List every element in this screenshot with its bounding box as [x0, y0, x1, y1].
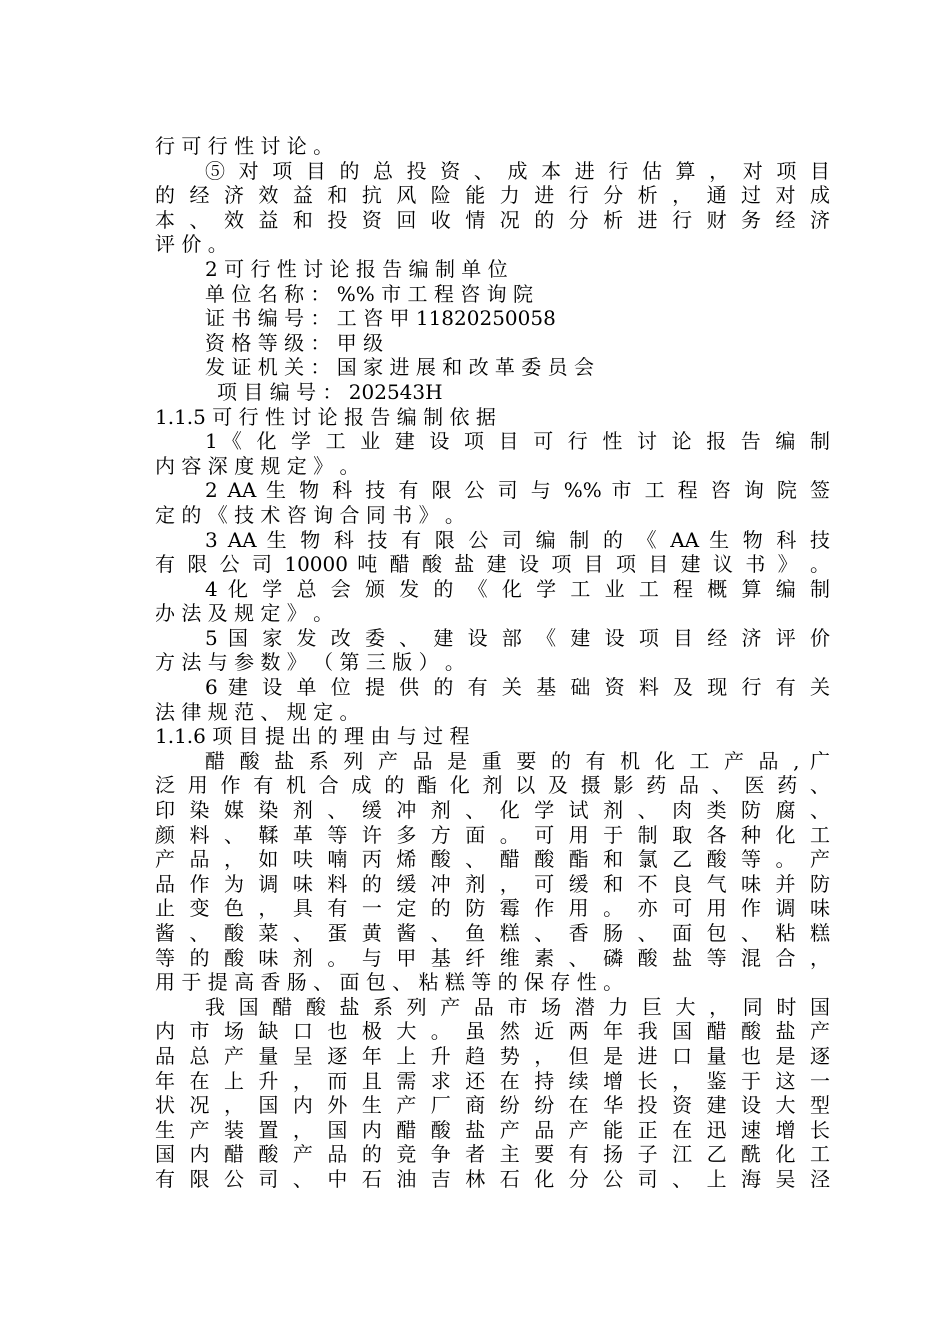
text-line: 内 容 深 度 规 定 》 。: [155, 453, 360, 478]
text-line: 品 总 产 量 呈 逐 年 上 升 趋 势 ， 但 是 进 口 量 也 是 逐: [155, 1043, 830, 1068]
text-line: 资 格 等 级 ： 甲 级: [205, 330, 384, 355]
text-line: 国 内 醋 酸 产 品 的 竞 争 者 主 要 有 扬 子 江 乙 酰 化 工: [155, 1142, 830, 1167]
text-line: 行 可 行 性 讨 论 。: [155, 134, 334, 158]
text-line: 年 在 上 升 ， 而 且 需 求 还 在 持 续 增 长 ， 鉴 于 这 一: [155, 1068, 830, 1093]
text-line: 印 染 媒 染 剂 、 缓 冲 剂 、 化 学 试 剂 、 肉 类 防 腐 、: [155, 798, 830, 823]
text-line: 状 况 ， 国 内 外 生 产 厂 商 纷 纷 在 华 投 资 建 设 大 型: [155, 1093, 830, 1118]
text-line: 1《 化 学 工 业 建 设 项 目 可 行 性 讨 论 报 告 编 制: [205, 429, 830, 454]
text-line: 酱 、 酸 菜 、 蛋 黄 酱 、 鱼 糕 、 香 肠 、 面 包 、 粘 糕: [155, 921, 830, 945]
text-line: 产 品 ， 如 呋 喃 丙 烯 酸 、 醋 酸 酯 和 氯 乙 酸 等 。 产: [155, 847, 830, 872]
text-line: 本 、 效 益 和 投 资 回 收 情 况 的 分 析 进 行 财 务 经 济: [155, 207, 830, 232]
text-line: 2 AA 生 物 科 技 有 限 公 司 与 %% 市 工 程 咨 询 院 签: [205, 478, 830, 503]
text-line: 泛 用 作 有 机 合 成 的 酯 化 剂 以 及 摄 影 药 品 、 医 药 、: [155, 773, 830, 798]
document-page: [155, 134, 830, 1192]
text-line: 颜 料 、 鞣 革 等 许 多 方 面 。 可 用 于 制 取 各 种 化 工: [155, 822, 830, 847]
text-line: 6 建 设 单 位 提 供 的 有 关 基 础 资 料 及 现 行 有 关: [205, 675, 830, 700]
text-line: 内 市 场 缺 口 也 极 大 。 虽 然 近 两 年 我 国 醋 酸 盐 产: [155, 1019, 830, 1044]
text-line: 评 价 。: [155, 232, 228, 257]
text-line: 1.1.5 可 行 性 讨 论 报 告 编 制 依 据: [155, 404, 496, 429]
text-line: 单 位 名 称 ： %% 市 工 程 咨 询 院: [205, 281, 533, 306]
text-line: 3 AA 生 物 科 技 有 限 公 司 编 制 的 《 AA 生 物 科 技: [205, 527, 830, 552]
text-line: 方 法 与 参 数 》 （ 第 三 版 ） 。: [155, 650, 465, 675]
text-line: 发 证 机 关 ： 国 家 进 展 和 改 革 委 员 会: [205, 355, 595, 380]
text-line: 品 作 为 调 味 料 的 缓 冲 剂 ， 可 缓 和 不 良 气 味 并 防: [155, 871, 830, 896]
text-line: 1.1.6 项 目 提 出 的 理 由 与 过 程: [155, 724, 470, 749]
text-line: 2 可 行 性 讨 论 报 告 编 制 单 位: [205, 256, 508, 281]
text-line: 5 国 家 发 改 委 、 建 设 部 《 建 设 项 目 经 济 评 价: [205, 625, 830, 650]
text-line: 法 律 规 范 、 规 定 。: [155, 699, 360, 724]
text-line: 生 产 装 置 ， 国 内 醋 酸 盐 产 品 产 能 正 在 迅 速 增 长: [155, 1117, 830, 1142]
text-line: 项 目 编 号 ： 202543H: [217, 379, 443, 404]
text-line: 的 经 济 效 益 和 抗 风 险 能 力 进 行 分 析 ， 通 过 对 成: [155, 183, 830, 208]
text-line: 醋 酸 盐 系 列 产 品 是 重 要 的 有 机 化 工 产 品 , 广: [205, 748, 830, 773]
text-line: 用 于 提 高 香 肠 、 面 包 、 粘 糕 等 的 保 存 性 。: [155, 970, 624, 995]
text-line: 等 的 酸 味 剂 。 与 甲 基 纤 维 素 、 磷 酸 盐 等 混 合 ，: [155, 945, 830, 970]
text-line: 有 限 公 司 10000 吨 醋 酸 盐 建 设 项 目 项 目 建 议 书 》 。: [155, 552, 830, 577]
text-line: 有 限 公 司 、 中 石 油 吉 林 石 化 分 公 司 、 上 海 吴 泾: [155, 1166, 830, 1191]
text-line: 办 法 及 规 定 》 。: [155, 601, 334, 626]
text-line: 止 变 色 ， 具 有 一 定 的 防 霉 作 用 。 亦 可 用 作 调 味: [155, 896, 830, 921]
text-line: 我 国 醋 酸 盐 系 列 产 品 市 场 潜 力 巨 大 ， 同 时 国: [205, 994, 830, 1019]
text-line: 定 的 《 技 术 咨 询 合 同 书 》 。: [155, 502, 465, 527]
text-line: 4 化 学 总 会 颁 发 的 《 化 学 工 业 工 程 概 算 编 制: [205, 576, 830, 601]
text-line: ⑤ 对 项 目 的 总 投 资 、 成 本 进 行 估 算 ， 对 项 目: [205, 158, 830, 183]
text-line: 证 书 编 号 ： 工 咨 甲 11820250058: [205, 306, 556, 331]
